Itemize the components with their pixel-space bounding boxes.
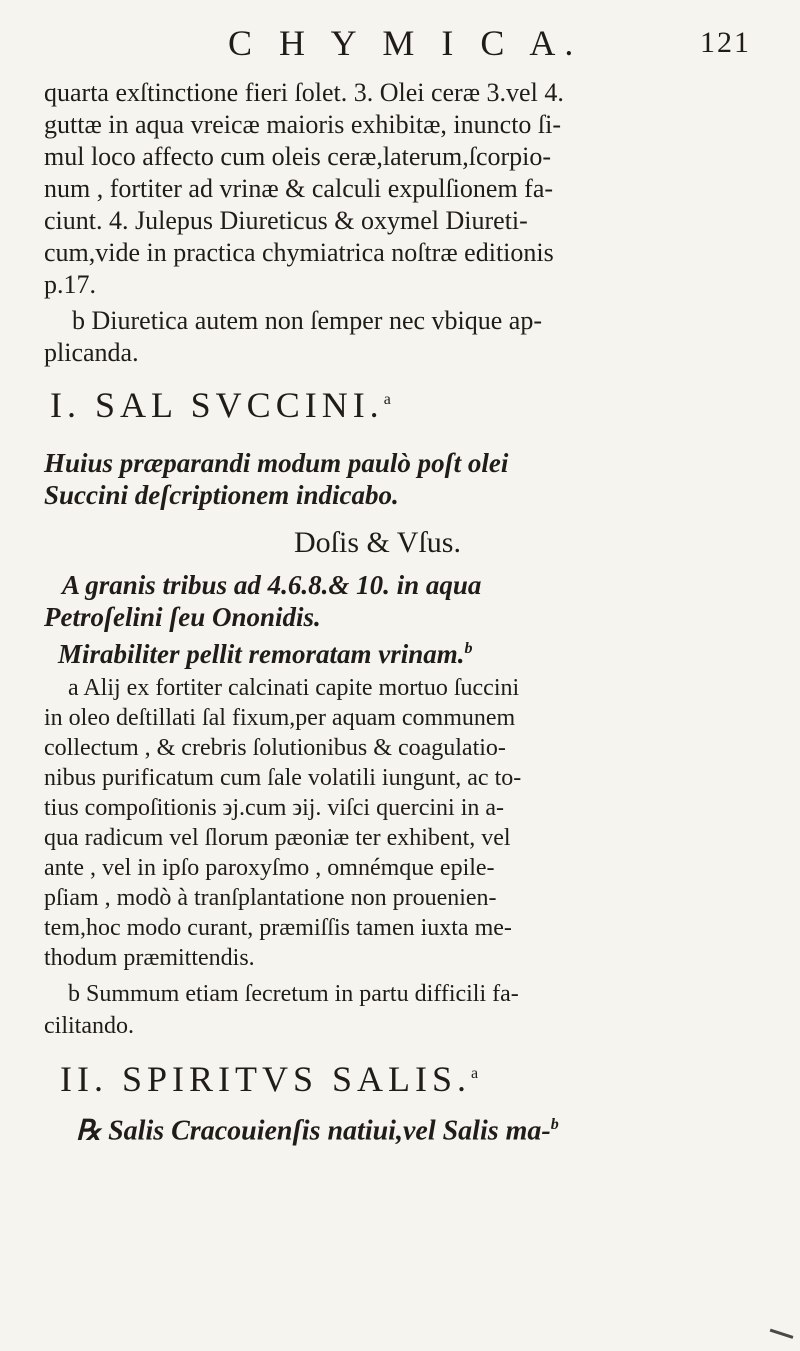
section-1-italic-line-1: Huius præparandi modum paulò poſt olei [44,448,509,478]
note-a-line-3: collectum , & crebris ſolutionibus & coagulatio- [44,735,506,761]
note-a-line-11: b Summum etiam ſecretum in partu difficili fa- [68,981,519,1007]
section-1-title-sup: a [383,391,396,408]
section-2-title-sup: a [471,1065,484,1082]
text-line-6: cum,vide in practica chymiatrica noſtræ editionis [44,238,554,267]
note-a-line-2: in oleo deſtillati ſal fixum,per aquam communem [44,705,516,731]
text-line-4: num , fortiter ad vrinæ & calculi expulſionem fa- [44,174,554,203]
text-line-2: guttæ in aqua vreicæ maioris exhibitæ, inuncto ſi- [44,110,562,139]
text-line-7: p.17. [44,270,96,299]
note-b-line-2: plicanda. [44,338,139,367]
section-1-italic-line-5-text: Mirabiliter pellit remoratam vrinam. [58,639,465,669]
text-line-1: quarta exſtinctione fieri ſolet. 3. Olei ceræ 3.vel 4. [44,78,564,107]
section-1-italic-line-3: A granis tribus ad 4.6.8.& 10. in aqua [62,570,482,600]
page-number: 121 [700,26,751,59]
text-line-5: ciunt. 4. Julepus Diureticus & oxymel Diureti- [44,206,528,235]
dose-and-use-subhead: Doſis & Vſus. [294,526,461,559]
section-2-line-sup: b [550,1116,559,1133]
note-a-line-10: thodum præmittendis. [44,945,255,971]
note-b-line-1: b Diuretica autem non ſemper nec vbique ap- [72,306,542,335]
page-header [0,16,800,66]
note-a-line-1: a Alij ex fortiter calcinati capite mortuo ſuccini [68,675,520,701]
section-1-italic-line-2: Succini deſcriptionem indicabo. [44,480,399,510]
note-a-line-5: tius compoſitionis ϶j.cum ϶ij. viſci quercini in a- [44,795,505,821]
section-1-italic-line-5 [58,634,473,669]
text-line-3: mul loco affecto cum oleis ceræ,laterum,ſcorpio- [44,142,552,171]
running-head: C H Y M I C A. [228,23,583,63]
section-2-title [60,1054,483,1099]
section-1-italic-line-5-sup: b [464,640,473,657]
note-a-line-6: qua radicum vel ſlorum pæoniæ ter exhibent, vel [44,825,511,851]
note-a-line-8: pſiam , modò à tranſplantatione non prouenien- [44,885,497,911]
page-mark-dash [767,1329,794,1349]
section-1-italic-line-4: Petroſelini ſeu Ononidis. [44,602,321,632]
section-2-line-text: ℞ Salis Cracouienſis natiui,vel Salis ma- [76,1115,551,1147]
section-2-line [76,1110,559,1146]
note-a-line-4: nibus purificatum cum ſale volatili iungunt, ac to- [44,765,522,791]
section-1-title [50,380,396,425]
section-1-title-text: I. SAL SVCCINI. [50,385,384,425]
note-a-line-9: tem,hoc modo curant, præmiſſis tamen iuxta me- [44,915,512,941]
section-2-title-text: II. SPIRITVS SALIS. [60,1059,472,1099]
note-a-line-12: cilitando. [44,1013,134,1039]
note-a-line-7: ante , vel in ipſo paroxyſmo , omnémque epile- [44,855,495,881]
